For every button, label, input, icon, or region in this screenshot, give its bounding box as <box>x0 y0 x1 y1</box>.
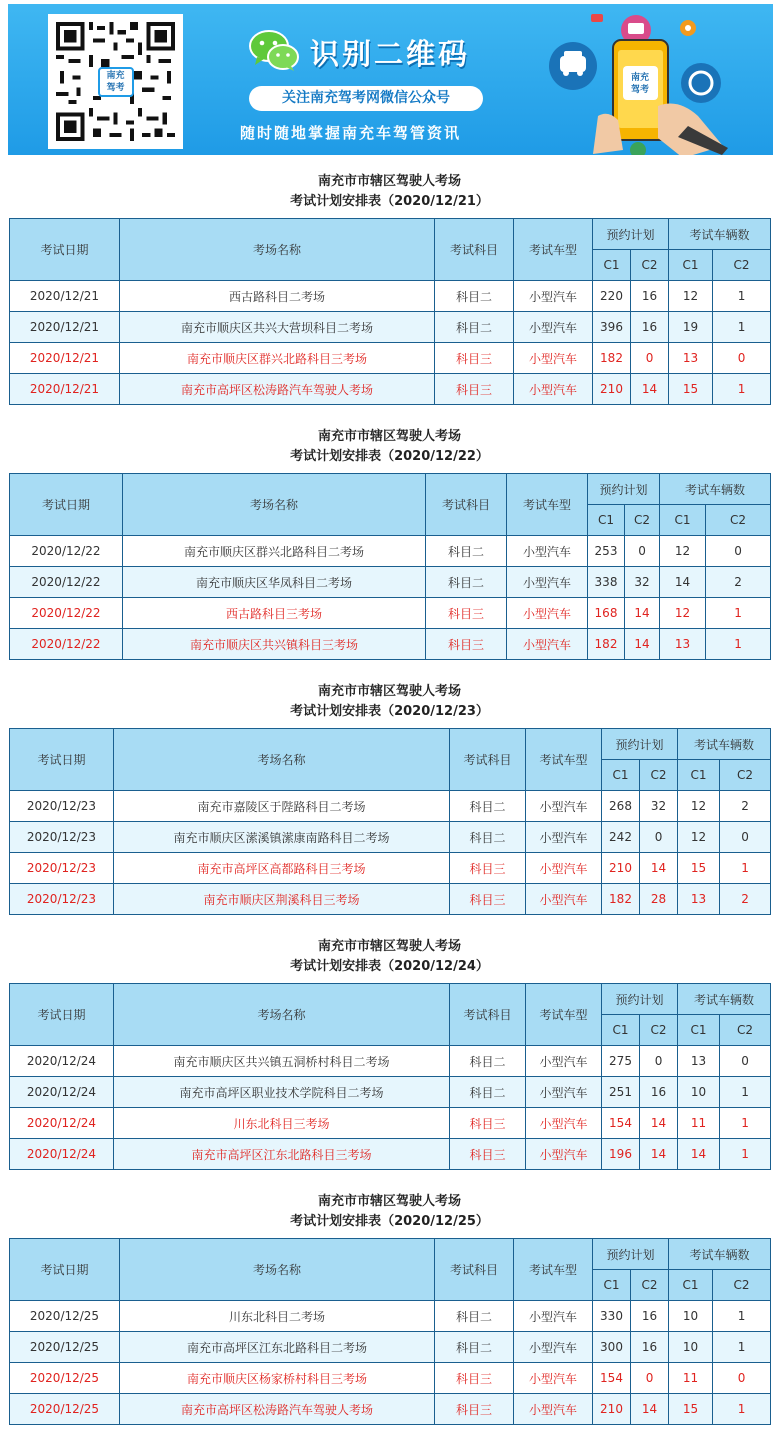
cell-subject: 科目三 <box>450 853 526 884</box>
cell-date: 2020/12/23 <box>10 884 114 915</box>
cell-vehicle: 小型汽车 <box>514 1363 593 1394</box>
header-cars-c2: C2 <box>713 250 771 281</box>
section-title-venue: 南充市市辖区驾驶人考场 <box>317 429 461 444</box>
cell-cars-c1: 13 <box>678 884 720 915</box>
cell-vehicle: 小型汽车 <box>514 1394 593 1425</box>
cell-cars-c2: 1 <box>720 1108 771 1139</box>
cell-date: 2020/12/21 <box>10 374 120 405</box>
table-row <box>10 598 771 629</box>
header-plan-c2: C2 <box>640 760 678 791</box>
cell-plan-c2: 14 <box>640 1108 678 1139</box>
cell-cars-c1: 13 <box>660 629 706 660</box>
cell-cars-c1: 11 <box>669 1363 713 1394</box>
cell-cars-c2: 0 <box>720 822 771 853</box>
cell-date: 2020/12/22 <box>10 567 123 598</box>
cell-vehicle: 小型汽车 <box>507 536 588 567</box>
cell-plan-c2: 32 <box>640 791 678 822</box>
header-cars-c1: C1 <box>660 505 706 536</box>
section-title-schedule: 考试计划安排表（2020/12/24） <box>290 959 489 974</box>
cell-plan-c1: 154 <box>602 1108 640 1139</box>
cell-vehicle: 小型汽车 <box>526 1139 602 1170</box>
cell-date: 2020/12/22 <box>10 629 123 660</box>
phone-illustration <box>538 6 770 155</box>
section-title-schedule: 考试计划安排表（2020/12/25） <box>290 1214 489 1229</box>
cell-subject: 科目二 <box>450 1046 526 1077</box>
cell-venue: 南充市顺庆区群兴北路科目三考场 <box>120 343 435 374</box>
cell-plan-c2: 16 <box>631 1301 669 1332</box>
cell-subject: 科目三 <box>426 598 507 629</box>
table-row <box>10 536 771 567</box>
cell-cars-c1: 13 <box>678 1046 720 1077</box>
cell-date: 2020/12/22 <box>10 536 123 567</box>
cell-plan-c2: 16 <box>631 1332 669 1363</box>
cell-plan-c2: 16 <box>631 312 669 343</box>
cell-vehicle: 小型汽车 <box>526 884 602 915</box>
header-plan-c2: C2 <box>625 505 660 536</box>
table-row <box>10 281 771 312</box>
cell-date: 2020/12/25 <box>10 1363 120 1394</box>
cell-vehicle: 小型汽车 <box>514 281 593 312</box>
cell-venue: 南充市顺庆区潆溪镇潆康南路科目二考场 <box>114 822 450 853</box>
section-title-venue: 南充市市辖区驾驶人考场 <box>317 174 461 189</box>
cell-venue: 南充市高坪区职业技术学院科目二考场 <box>114 1077 450 1108</box>
cell-cars-c1: 10 <box>669 1301 713 1332</box>
cell-date: 2020/12/24 <box>10 1139 114 1170</box>
cell-date: 2020/12/21 <box>10 343 120 374</box>
cell-cars-c2: 1 <box>706 629 771 660</box>
cell-venue: 南充市嘉陵区于陛路科目二考场 <box>114 791 450 822</box>
cell-cars-c1: 12 <box>678 791 720 822</box>
qr-logo-text-2: 驾考 <box>106 82 125 93</box>
cell-venue: 南充市顺庆区荆溪科目三考场 <box>114 884 450 915</box>
header-subject: 考试科目 <box>450 729 526 791</box>
cell-vehicle: 小型汽车 <box>507 598 588 629</box>
cell-cars-c2: 1 <box>713 374 771 405</box>
cell-plan-c1: 168 <box>588 598 625 629</box>
cell-subject: 科目三 <box>450 1139 526 1170</box>
table-row <box>10 1301 771 1332</box>
cell-date: 2020/12/23 <box>10 822 114 853</box>
cell-date: 2020/12/23 <box>10 853 114 884</box>
cell-cars-c1: 10 <box>678 1077 720 1108</box>
table-row <box>10 853 771 884</box>
header-venue: 考场名称 <box>114 729 450 791</box>
header-plan-c2: C2 <box>640 1015 678 1046</box>
cell-vehicle: 小型汽车 <box>526 1108 602 1139</box>
cell-venue: 西古路科目二考场 <box>120 281 435 312</box>
table-row <box>10 822 771 853</box>
cell-plan-c1: 330 <box>593 1301 631 1332</box>
phone-logo-text-2: 驾考 <box>630 85 650 95</box>
cell-venue: 南充市顺庆区共兴镇五洞桥村科目二考场 <box>114 1046 450 1077</box>
cell-vehicle: 小型汽车 <box>514 1301 593 1332</box>
cell-venue: 川东北科目三考场 <box>114 1108 450 1139</box>
cell-plan-c1: 251 <box>602 1077 640 1108</box>
table-row <box>10 1332 771 1363</box>
cell-date: 2020/12/25 <box>10 1332 120 1363</box>
cell-vehicle: 小型汽车 <box>526 1077 602 1108</box>
cell-date: 2020/12/24 <box>10 1108 114 1139</box>
cell-vehicle: 小型汽车 <box>526 853 602 884</box>
section-title-schedule: 考试计划安排表（2020/12/22） <box>290 449 489 464</box>
cell-plan-c1: 210 <box>593 374 631 405</box>
cell-venue: 南充市顺庆区杨家桥村科目三考场 <box>120 1363 435 1394</box>
section-title-venue: 南充市市辖区驾驶人考场 <box>317 939 461 954</box>
cell-cars-c2: 0 <box>720 1046 771 1077</box>
header-plan-c1: C1 <box>593 1270 631 1301</box>
cell-date: 2020/12/25 <box>10 1394 120 1425</box>
cell-venue: 西古路科目三考场 <box>123 598 426 629</box>
cell-cars-c2: 2 <box>706 567 771 598</box>
header-vehicle: 考试车型 <box>507 474 588 536</box>
cell-vehicle: 小型汽车 <box>514 1332 593 1363</box>
header-plan: 预约计划 <box>588 474 660 505</box>
header-venue: 考场名称 <box>114 984 450 1046</box>
header-venue: 考场名称 <box>120 219 435 281</box>
header-vehicle: 考试车型 <box>514 219 593 281</box>
header-cars-c2: C2 <box>720 760 771 791</box>
cell-subject: 科目三 <box>450 1108 526 1139</box>
cell-vehicle: 小型汽车 <box>514 312 593 343</box>
cell-cars-c1: 12 <box>678 822 720 853</box>
cell-date: 2020/12/24 <box>10 1077 114 1108</box>
cell-plan-c1: 154 <box>593 1363 631 1394</box>
cell-subject: 科目二 <box>426 536 507 567</box>
cell-plan-c1: 253 <box>588 536 625 567</box>
header-cars: 考试车辆数 <box>660 474 771 505</box>
schedule-section <box>9 1192 770 1425</box>
header-plan-c1: C1 <box>602 760 640 791</box>
table-row <box>10 1363 771 1394</box>
header-plan: 预约计划 <box>602 729 678 760</box>
cell-subject: 科目三 <box>435 1363 514 1394</box>
cell-venue: 南充市顺庆区共兴镇科目三考场 <box>123 629 426 660</box>
cell-vehicle: 小型汽车 <box>507 567 588 598</box>
cell-cars-c1: 12 <box>660 536 706 567</box>
header-date: 考试日期 <box>10 219 120 281</box>
cell-cars-c1: 15 <box>669 1394 713 1425</box>
cell-subject: 科目二 <box>450 791 526 822</box>
cell-cars-c1: 12 <box>669 281 713 312</box>
header-plan-c1: C1 <box>602 1015 640 1046</box>
header-cars-c2: C2 <box>713 1270 771 1301</box>
cell-cars-c2: 2 <box>720 884 771 915</box>
table-row <box>10 791 771 822</box>
header-plan-c2: C2 <box>631 250 669 281</box>
cell-cars-c2: 1 <box>713 1394 771 1425</box>
cell-cars-c2: 0 <box>713 343 771 374</box>
header-plan-c2: C2 <box>631 1270 669 1301</box>
header-cars-c1: C1 <box>669 1270 713 1301</box>
cell-plan-c2: 32 <box>625 567 660 598</box>
table-row <box>10 1108 771 1139</box>
cell-subject: 科目二 <box>450 822 526 853</box>
cell-date: 2020/12/25 <box>10 1301 120 1332</box>
cell-plan-c1: 182 <box>593 343 631 374</box>
cell-plan-c1: 220 <box>593 281 631 312</box>
cell-cars-c2: 0 <box>713 1363 771 1394</box>
cell-venue: 南充市顺庆区华凤科目二考场 <box>123 567 426 598</box>
table-row <box>10 343 771 374</box>
cell-plan-c1: 338 <box>588 567 625 598</box>
cell-plan-c1: 242 <box>602 822 640 853</box>
table-row <box>10 1046 771 1077</box>
cell-cars-c2: 1 <box>713 1332 771 1363</box>
cell-cars-c2: 1 <box>720 1139 771 1170</box>
header-subject: 考试科目 <box>435 1239 514 1301</box>
cell-plan-c2: 16 <box>631 281 669 312</box>
phone-logo-text-1: 南充 <box>630 73 650 83</box>
qr-logo-text-1: 南充 <box>106 70 125 81</box>
schedule-table <box>9 473 771 660</box>
header-venue: 考场名称 <box>123 474 426 536</box>
header-plan: 预约计划 <box>593 1239 669 1270</box>
qr-center-logo <box>98 67 134 97</box>
cell-cars-c2: 1 <box>720 853 771 884</box>
cell-cars-c1: 19 <box>669 312 713 343</box>
cell-cars-c1: 10 <box>669 1332 713 1363</box>
header-plan: 预约计划 <box>593 219 669 250</box>
table-row <box>10 884 771 915</box>
cell-cars-c2: 1 <box>713 312 771 343</box>
header-vehicle: 考试车型 <box>526 984 602 1046</box>
schedule-section <box>9 937 770 1170</box>
table-row <box>10 1394 771 1425</box>
qr-code[interactable] <box>48 14 183 149</box>
header-subject: 考试科目 <box>450 984 526 1046</box>
header-plan-c1: C1 <box>588 505 625 536</box>
section-title-venue: 南充市市辖区驾驶人考场 <box>317 1194 461 1209</box>
cell-cars-c2: 1 <box>706 598 771 629</box>
cell-plan-c2: 14 <box>631 374 669 405</box>
cell-cars-c1: 13 <box>669 343 713 374</box>
cell-vehicle: 小型汽车 <box>507 629 588 660</box>
cell-plan-c2: 14 <box>640 1139 678 1170</box>
cell-subject: 科目三 <box>435 343 514 374</box>
cell-cars-c2: 0 <box>706 536 771 567</box>
header-plan-c1: C1 <box>593 250 631 281</box>
banner-subtitle: 随时随地掌握南充车驾管资讯 <box>240 124 462 142</box>
cell-venue: 南充市顺庆区群兴北路科目二考场 <box>123 536 426 567</box>
schedule-section <box>9 172 770 405</box>
table-row <box>10 312 771 343</box>
header-cars: 考试车辆数 <box>669 1239 771 1270</box>
header-plan: 预约计划 <box>602 984 678 1015</box>
cell-plan-c1: 210 <box>593 1394 631 1425</box>
header-cars: 考试车辆数 <box>678 984 771 1015</box>
cell-date: 2020/12/21 <box>10 281 120 312</box>
header-date: 考试日期 <box>10 729 114 791</box>
header-subject: 考试科目 <box>435 219 514 281</box>
cell-subject: 科目二 <box>435 1301 514 1332</box>
cell-vehicle: 小型汽车 <box>526 822 602 853</box>
header-cars-c1: C1 <box>678 1015 720 1046</box>
schedule-table <box>9 983 771 1170</box>
header-vehicle: 考试车型 <box>526 729 602 791</box>
wechat-icon <box>248 28 300 72</box>
banner-follow-pill: 关注南充驾考网微信公众号 <box>249 86 483 111</box>
cell-plan-c1: 182 <box>588 629 625 660</box>
cell-venue: 南充市高坪区松涛路汽车驾驶人考场 <box>120 1394 435 1425</box>
cell-venue: 南充市高坪区江东北路科目三考场 <box>114 1139 450 1170</box>
cell-cars-c1: 14 <box>678 1139 720 1170</box>
cell-plan-c1: 210 <box>602 853 640 884</box>
cell-subject: 科目二 <box>435 312 514 343</box>
cell-plan-c2: 14 <box>640 853 678 884</box>
cell-vehicle: 小型汽车 <box>526 1046 602 1077</box>
table-row <box>10 567 771 598</box>
cell-plan-c1: 182 <box>602 884 640 915</box>
table-row <box>10 1139 771 1170</box>
cell-cars-c1: 12 <box>660 598 706 629</box>
cell-venue: 南充市高坪区高都路科目三考场 <box>114 853 450 884</box>
schedule-section <box>9 682 770 915</box>
cell-cars-c2: 1 <box>713 1301 771 1332</box>
cell-plan-c1: 275 <box>602 1046 640 1077</box>
cell-vehicle: 小型汽车 <box>526 791 602 822</box>
section-title-schedule: 考试计划安排表（2020/12/21） <box>290 194 489 209</box>
cell-date: 2020/12/21 <box>10 312 120 343</box>
cell-plan-c1: 268 <box>602 791 640 822</box>
cell-subject: 科目二 <box>435 281 514 312</box>
cell-plan-c1: 396 <box>593 312 631 343</box>
header-date: 考试日期 <box>10 474 123 536</box>
cell-vehicle: 小型汽车 <box>514 343 593 374</box>
cell-venue: 南充市顺庆区共兴大营坝科目二考场 <box>120 312 435 343</box>
cell-plan-c2: 14 <box>631 1394 669 1425</box>
section-title-venue: 南充市市辖区驾驶人考场 <box>317 684 461 699</box>
cell-subject: 科目三 <box>435 1394 514 1425</box>
cell-plan-c1: 300 <box>593 1332 631 1363</box>
header-date: 考试日期 <box>10 1239 120 1301</box>
promo-banner[interactable] <box>8 4 773 155</box>
cell-cars-c1: 15 <box>669 374 713 405</box>
cell-plan-c2: 0 <box>625 536 660 567</box>
schedule-section <box>9 427 770 660</box>
cell-plan-c2: 14 <box>625 629 660 660</box>
table-row <box>10 629 771 660</box>
cell-date: 2020/12/24 <box>10 1046 114 1077</box>
cell-venue: 南充市高坪区松涛路汽车驾驶人考场 <box>120 374 435 405</box>
cell-venue: 南充市高坪区江东北路科目二考场 <box>120 1332 435 1363</box>
cell-plan-c2: 16 <box>640 1077 678 1108</box>
cell-cars-c1: 15 <box>678 853 720 884</box>
schedule-table <box>9 728 771 915</box>
cell-plan-c1: 196 <box>602 1139 640 1170</box>
cell-cars-c2: 2 <box>720 791 771 822</box>
cell-cars-c2: 1 <box>720 1077 771 1108</box>
header-cars-c1: C1 <box>678 760 720 791</box>
header-subject: 考试科目 <box>426 474 507 536</box>
cell-plan-c2: 0 <box>631 343 669 374</box>
header-cars: 考试车辆数 <box>678 729 771 760</box>
schedule-table <box>9 218 771 405</box>
cell-cars-c1: 11 <box>678 1108 720 1139</box>
header-cars-c2: C2 <box>720 1015 771 1046</box>
header-cars: 考试车辆数 <box>669 219 771 250</box>
header-date: 考试日期 <box>10 984 114 1046</box>
cell-subject: 科目二 <box>426 567 507 598</box>
cell-subject: 科目二 <box>435 1332 514 1363</box>
cell-plan-c2: 0 <box>631 1363 669 1394</box>
cell-vehicle: 小型汽车 <box>514 374 593 405</box>
cell-plan-c2: 0 <box>640 822 678 853</box>
cell-venue: 川东北科目二考场 <box>120 1301 435 1332</box>
section-title-schedule: 考试计划安排表（2020/12/23） <box>290 704 489 719</box>
cell-subject: 科目三 <box>426 629 507 660</box>
header-cars-c2: C2 <box>706 505 771 536</box>
cell-subject: 科目二 <box>450 1077 526 1108</box>
cell-plan-c2: 14 <box>625 598 660 629</box>
cell-plan-c2: 28 <box>640 884 678 915</box>
banner-title: 识别二维码 <box>310 37 471 71</box>
cell-cars-c2: 1 <box>713 281 771 312</box>
cell-subject: 科目三 <box>435 374 514 405</box>
cell-date: 2020/12/22 <box>10 598 123 629</box>
cell-plan-c2: 0 <box>640 1046 678 1077</box>
cell-subject: 科目三 <box>450 884 526 915</box>
header-venue: 考场名称 <box>120 1239 435 1301</box>
header-vehicle: 考试车型 <box>514 1239 593 1301</box>
cell-cars-c1: 14 <box>660 567 706 598</box>
header-cars-c1: C1 <box>669 250 713 281</box>
cell-date: 2020/12/23 <box>10 791 114 822</box>
table-row <box>10 1077 771 1108</box>
table-row <box>10 374 771 405</box>
schedule-table <box>9 1238 771 1425</box>
